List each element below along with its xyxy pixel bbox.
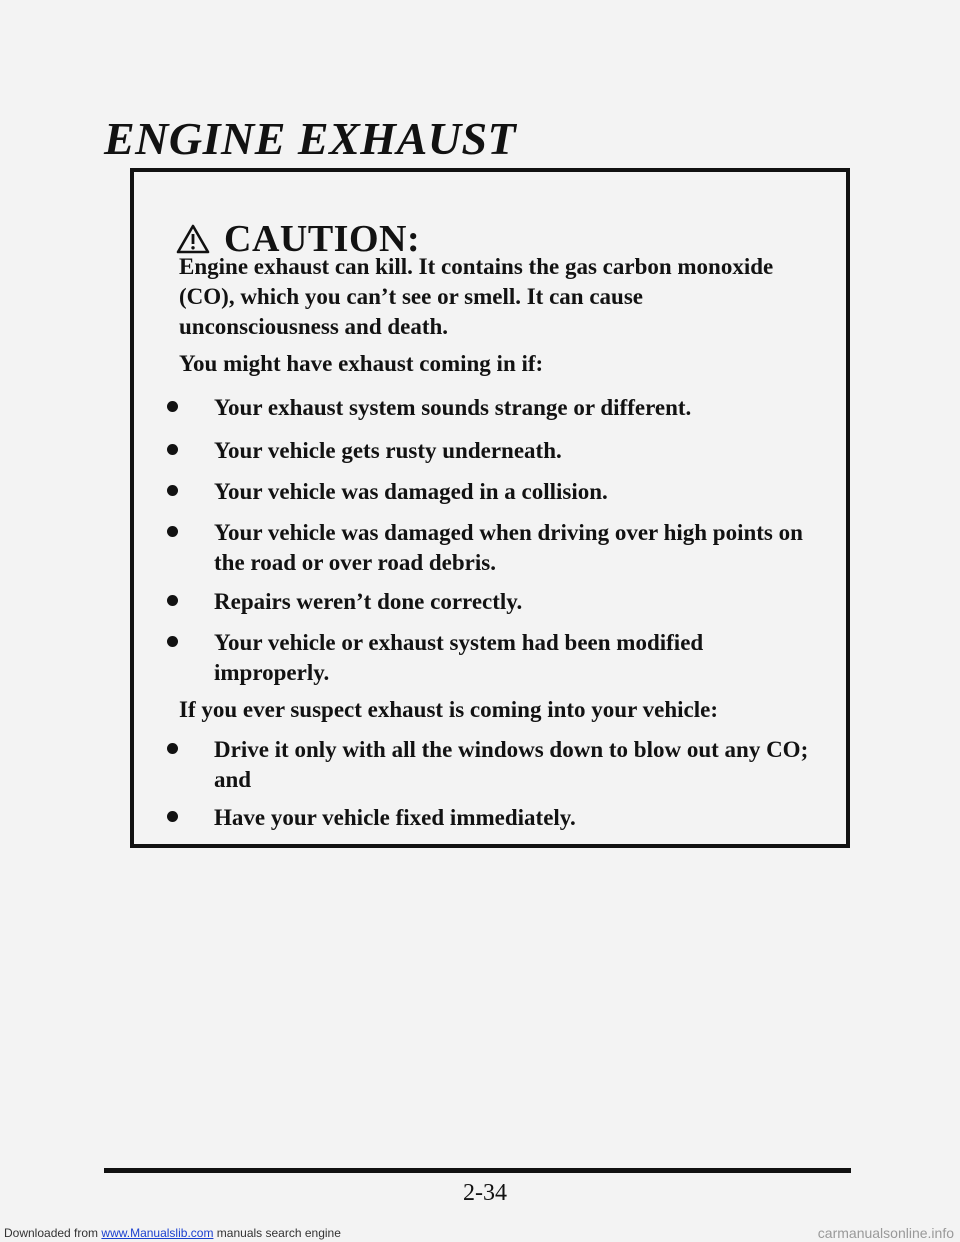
page-number: 2-34 bbox=[463, 1180, 507, 1206]
list-item-text: Drive it only with all the windows down to blow out any CO; bbox=[214, 737, 809, 762]
suspect-lead-in: If you ever suspect exhaust is coming into your vehicle: bbox=[179, 697, 718, 722]
caution-intro-line-3: unconsciousness and death. bbox=[179, 314, 449, 339]
bullet-dot-icon bbox=[167, 636, 178, 647]
caution-box bbox=[130, 168, 850, 848]
bullet-dot-icon bbox=[167, 743, 178, 754]
manualslib-link[interactable]: www.Manualslib.com bbox=[101, 1226, 214, 1240]
download-prefix: Downloaded from bbox=[4, 1226, 99, 1240]
download-suffix: manuals search engine bbox=[216, 1226, 341, 1240]
bullet-dot-icon bbox=[167, 526, 178, 537]
caution-intro-line-2: (CO), which you can’t see or smell. It can cause bbox=[179, 284, 643, 309]
bullet-dot-icon bbox=[167, 485, 178, 496]
exhaust-lead-in: You might have exhaust coming in if: bbox=[179, 351, 544, 376]
list-item-text: Your vehicle was damaged when driving over high points on bbox=[214, 520, 803, 545]
page-title: ENGINE EXHAUST bbox=[104, 113, 517, 164]
list-item-text-continued: and bbox=[214, 767, 252, 792]
bullet-dot-icon bbox=[167, 595, 178, 606]
caution-intro-line-1: Engine exhaust can kill. It contains the gas carbon monoxide bbox=[179, 254, 774, 279]
bullet-dot-icon bbox=[167, 401, 178, 412]
list-item-text-continued: improperly. bbox=[214, 660, 330, 685]
list-item-text-continued: the road or over road debris. bbox=[214, 550, 496, 575]
bullet-dot-icon bbox=[167, 444, 178, 455]
list-item-text: Have your vehicle fixed immediately. bbox=[214, 805, 576, 830]
caution-label: CAUTION: bbox=[224, 218, 421, 260]
download-notice bbox=[0, 1226, 341, 1240]
list-item-text: Your vehicle gets rusty underneath. bbox=[214, 438, 562, 463]
list-item-text: Your vehicle was damaged in a collision. bbox=[214, 479, 608, 504]
watermark: carmanualsonline.info bbox=[817, 1225, 954, 1241]
download-footer bbox=[0, 1224, 960, 1242]
bottom-rule bbox=[104, 1168, 851, 1173]
bullet-dot-icon bbox=[167, 811, 178, 822]
list-item-text: Your vehicle or exhaust system had been modified bbox=[214, 630, 704, 655]
list-item-text: Your exhaust system sounds strange or different. bbox=[214, 395, 692, 420]
list-item-text: Repairs weren’t done correctly. bbox=[214, 589, 523, 614]
warning-triangle-icon bbox=[176, 224, 210, 254]
